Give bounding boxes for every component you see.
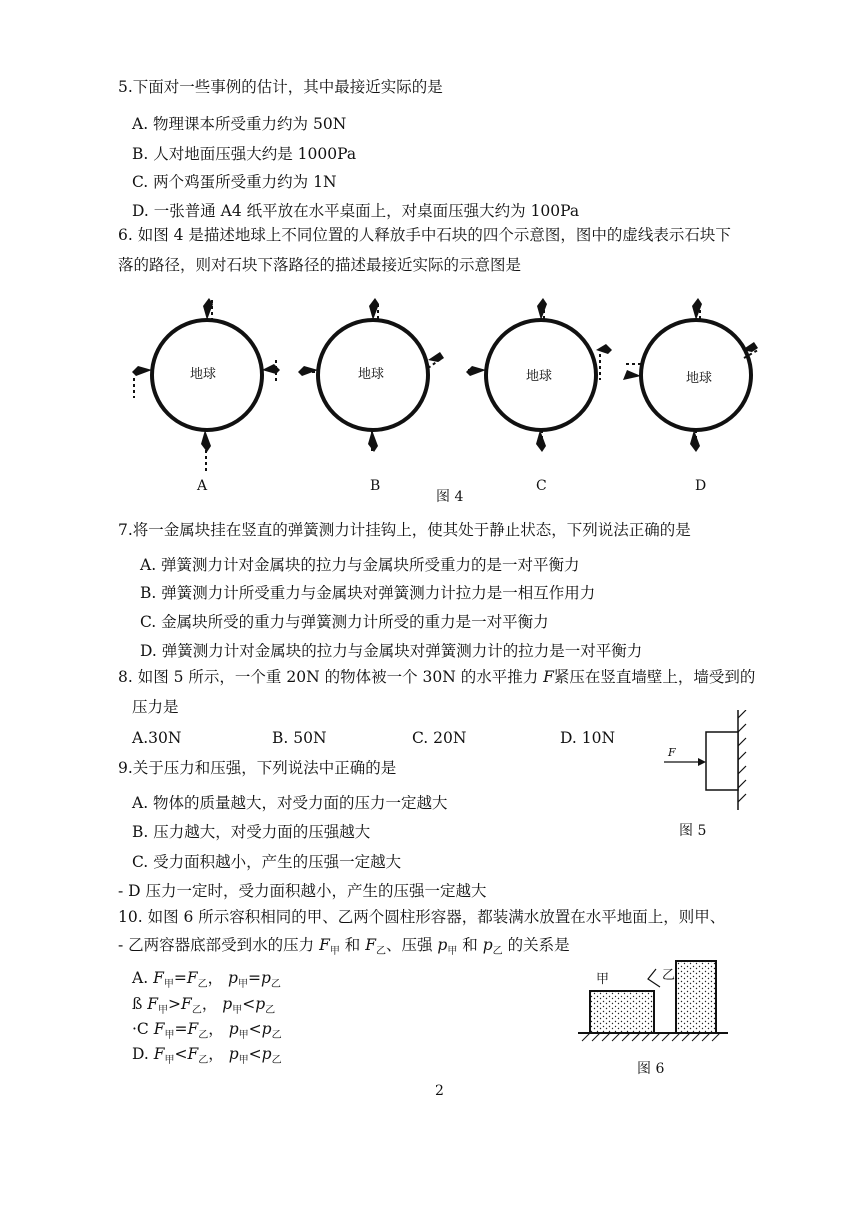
figure-label-c: C (536, 478, 547, 494)
q10-stem-part-c: 、压强 (385, 936, 438, 954)
sub-yi: 乙 (198, 1030, 209, 1042)
var-p: p (260, 969, 271, 987)
figure-6-label-yi: 乙 (662, 968, 676, 983)
q10-option-a: A. $F_甲=F_乙$， $p_甲=p_乙$ (132, 969, 281, 991)
var-p: p (228, 1045, 239, 1063)
sub-jia: 甲 (164, 1055, 175, 1067)
option-prefix: ·C (132, 1020, 154, 1038)
figure-5-force-label: F (668, 746, 676, 759)
sub-yi: 乙 (265, 1005, 276, 1017)
var-p: p (482, 936, 493, 954)
q7-option-c: C. 金属块所受的重力与弹簧测力计所受的重力是一对平衡力 (140, 613, 549, 631)
q10-stem-line2 (118, 938, 570, 957)
q5-option-d: D. 一张普通 A4 纸平放在水平桌面上，对桌面压强大约为 100Pa (132, 202, 580, 220)
figure-label-d: D (695, 478, 707, 494)
var-p: p (437, 936, 448, 954)
var-p: p (228, 1020, 239, 1038)
q5-option-c: C. 两个鸡蛋所受重力约为 1N (132, 173, 337, 191)
q10-stem-part-d: 和 (457, 936, 483, 954)
globe-a (132, 298, 280, 472)
q5-stem: 5.下面对一些事例的估计，其中最接近实际的是 (118, 78, 443, 96)
q8-stem-line2: 压力是 (132, 698, 179, 716)
relation-2: = (247, 969, 261, 987)
q10-option-d: D. $F_甲<F_乙$， $p_甲<p_乙$ (132, 1045, 282, 1067)
var-p: p (222, 995, 233, 1013)
figure-5-wall-block (660, 710, 780, 810)
sub-jia: 甲 (238, 1055, 249, 1067)
q7-option-a: A. 弹簧测力计对金属块的拉力与金属块所受重力的是一对平衡力 (140, 556, 580, 574)
q6-stem-line1: 6. 如图 4 是描述地球上不同位置的人释放手中石块的四个示意图，图中的虚线表示石块下 (118, 226, 731, 244)
q9-option-c: C. 受力面积越小，产生的压强一定越大 (132, 853, 402, 871)
q10-stem-line1: 10. 如图 6 所示容积相同的甲、乙两个圆柱形容器，都装满水放置在水平地面上，则甲、 (118, 908, 726, 926)
option-prefix: D. (132, 1045, 154, 1063)
var-F: F (181, 995, 192, 1013)
q8-stem-part-b: 紧压在竖直墙壁上，墙受到的 (553, 668, 756, 686)
sub-yi: 乙 (271, 1055, 282, 1067)
q8-option-c: C. 20N (412, 729, 467, 747)
q8-option-b: B. 50N (272, 729, 327, 747)
globe-a-label: 地球 (190, 367, 217, 382)
sub-yi: 乙 (375, 946, 386, 958)
globe-b-label: 地球 (358, 367, 385, 382)
q8-stem-line1 (118, 670, 755, 686)
relation-1: < (174, 1045, 188, 1063)
var-F: F (186, 969, 198, 987)
q8-stem-part-a: 8. 如图 5 所示，一个重 20N 的物体被一个 30N 的水平推力 (118, 668, 544, 686)
sub-yi: 乙 (492, 946, 503, 958)
q10-option-b: ß $F_甲>F_乙$， $p_甲<p_乙$ (132, 995, 276, 1017)
figure-5-caption: 图 5 (679, 823, 707, 839)
sub-yi: 乙 (270, 979, 281, 991)
sub-jia: 甲 (158, 1005, 169, 1017)
q7-stem: 7.将一金属块挂在竖直的弹簧测力计挂钩上，使其处于静止状态，下列说法正确的是 (118, 521, 691, 539)
figure-6-label-jia: 甲 (596, 972, 610, 987)
relation-2: < (248, 1020, 262, 1038)
relation-2: < (242, 995, 256, 1013)
q7-option-b: B. 弹簧测力计所受重力与金属块对弹簧测力计拉力是一相互作用力 (140, 584, 596, 602)
var-F: F (153, 969, 164, 987)
q8-option-d: D. 10N (560, 729, 616, 747)
var-p: p (261, 1020, 272, 1038)
q8-option-a: A.30N (132, 729, 182, 747)
figure-label-b: B (370, 478, 381, 494)
globe-d-label: 地球 (686, 371, 713, 386)
q7-option-d: D. 弹簧测力计对金属块的拉力与金属块对弹簧测力计的拉力是一对平衡力 (140, 642, 643, 660)
var-F: F (153, 1045, 165, 1063)
sub-yi: 乙 (197, 979, 208, 991)
q9-option-a: A. 物体的质量越大，对受力面的压力一定越大 (132, 794, 448, 812)
figure-label-a: A (197, 478, 208, 494)
sub-jia: 甲 (164, 1030, 175, 1042)
var-p: p (228, 969, 238, 987)
relation-2: < (248, 1045, 262, 1063)
figure-6-caption: 图 6 (637, 1061, 665, 1077)
sub-jia: 甲 (329, 946, 340, 958)
var-F: F (187, 1045, 199, 1063)
var-p: p (255, 995, 266, 1013)
q5-option-a: A. 物理课本所受重力约为 50N (132, 115, 347, 133)
figure-4-globes (0, 290, 867, 520)
relation-1: = (173, 969, 187, 987)
sub-jia: 甲 (238, 1030, 249, 1042)
page-number: 2 (435, 1083, 444, 1099)
sub-jia: 甲 (163, 979, 174, 991)
option-prefix: ß (132, 995, 148, 1013)
q9-stem: 9.关于压力和压强，下列说法中正确的是 (118, 759, 397, 777)
relation-1: > (168, 995, 182, 1013)
relation-1: = (174, 1020, 188, 1038)
option-prefix: A. (132, 969, 154, 987)
q6-stem-line2: 落的路径，则对石块下落路径的描述最接近实际的示意图是 (118, 256, 522, 274)
var-p: p (261, 1045, 272, 1063)
var-F: F (319, 936, 330, 954)
q10-stem-part-e: 的关系是 (502, 936, 570, 954)
sub-jia: 甲 (232, 1005, 243, 1017)
var-F: F (187, 1020, 199, 1038)
sub-jia: 甲 (237, 979, 248, 991)
q9-option-d: - D 压力一定时，受力面积越小，产生的压强一定越大 (118, 882, 487, 900)
var-F: F (153, 1020, 165, 1038)
var-F: F (147, 995, 159, 1013)
sub-yi: 乙 (198, 1055, 209, 1067)
sub-yi: 乙 (191, 1005, 202, 1017)
figure-4-caption: 图 4 (436, 489, 464, 505)
globe-c-label: 地球 (526, 369, 553, 384)
q5-option-b: B. 人对地面压强大约是 1000Pa (132, 145, 357, 163)
q10-option-c: ·C $F_甲=F_乙$， $p_甲<p_乙$ (132, 1020, 282, 1042)
sub-yi: 乙 (271, 1030, 282, 1042)
q8-force-variable: F (543, 668, 554, 686)
q10-stem-part-a: - 乙两容器底部受到水的压力 (118, 936, 320, 954)
sub-jia: 甲 (447, 946, 458, 958)
q9-option-b: B. 压力越大，对受力面的压强越大 (132, 823, 371, 841)
q10-stem-part-b: 和 (339, 936, 366, 954)
var-F: F (365, 936, 376, 954)
